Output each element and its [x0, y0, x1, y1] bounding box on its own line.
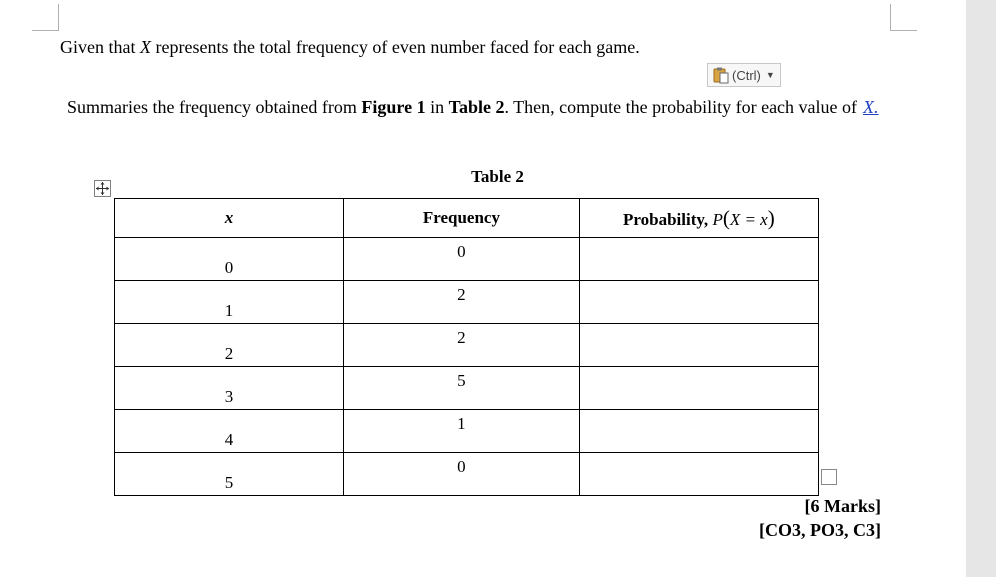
cell-x[interactable]	[115, 238, 344, 281]
margin-corner-top-left	[32, 4, 59, 31]
frequency-value: 1	[457, 414, 466, 433]
cell-probability[interactable]	[579, 367, 818, 410]
cell-x[interactable]	[115, 410, 344, 453]
chevron-down-icon: ▼	[765, 70, 775, 80]
header-probability	[579, 199, 818, 238]
vertical-scrollbar[interactable]	[966, 0, 996, 577]
table-header-row	[115, 199, 819, 238]
header-paren-close: )	[767, 205, 775, 230]
marks-outcomes: [CO3, PO3, C3]	[759, 520, 881, 540]
paste-options-button[interactable]	[707, 63, 781, 87]
header-probability-label: Probability,	[623, 209, 713, 229]
header-probability-expr: X = x	[729, 209, 768, 229]
cell-frequency[interactable]	[344, 453, 580, 496]
cell-x[interactable]	[115, 324, 344, 367]
cell-frequency[interactable]	[344, 324, 580, 367]
frequency-value: 2	[457, 285, 466, 304]
x-value: 1	[224, 301, 234, 320]
table-title: Table 2	[471, 167, 524, 186]
cell-probability[interactable]	[579, 238, 818, 281]
x-value: 3	[224, 387, 234, 406]
instruction-text-c: . Then, compute the probability for each value of	[504, 97, 858, 117]
paste-options-label: (Ctrl)	[732, 67, 761, 83]
table-row	[115, 410, 819, 453]
table-row	[115, 281, 819, 324]
cell-probability[interactable]	[579, 324, 818, 367]
x-value: 2	[224, 344, 234, 363]
frequency-value: 5	[457, 371, 466, 390]
table-row	[115, 453, 819, 496]
header-paren-open: (	[722, 205, 730, 230]
frequency-value: 2	[457, 328, 466, 347]
table-resize-handle[interactable]	[821, 469, 837, 485]
frequency-value: 0	[457, 242, 466, 261]
cell-frequency[interactable]	[344, 367, 580, 410]
frequency-value: 0	[457, 457, 466, 476]
cell-x[interactable]	[115, 281, 344, 324]
cell-x[interactable]	[115, 367, 344, 410]
margin-corner-top-right	[890, 4, 917, 31]
cell-probability[interactable]	[579, 410, 818, 453]
intro-variable: X	[139, 37, 151, 57]
question-instruction	[67, 95, 897, 119]
header-frequency: Frequency	[344, 199, 580, 238]
variable-x-link: X.	[863, 97, 879, 117]
cell-frequency[interactable]	[344, 281, 580, 324]
instruction-text-b: in	[425, 97, 449, 117]
intro-text-start: Given that	[60, 37, 140, 57]
table-row	[115, 324, 819, 367]
header-x: x	[115, 199, 344, 238]
marks-points: [6 Marks]	[804, 496, 881, 516]
table-row	[115, 238, 819, 281]
x-value: 0	[224, 258, 234, 277]
marks-block	[700, 494, 881, 542]
table-reference: Table 2	[448, 97, 505, 117]
cell-probability[interactable]	[579, 453, 818, 496]
x-value: 4	[224, 430, 234, 449]
move-arrows-icon	[95, 181, 110, 196]
instruction-text-a: Summaries the frequency obtained from	[67, 97, 362, 117]
clipboard-icon	[712, 66, 730, 84]
question-intro	[60, 37, 640, 58]
x-value: 5	[224, 473, 234, 492]
cell-x[interactable]	[115, 453, 344, 496]
intro-text-end: represents the total frequency of even number faced for each game.	[150, 37, 640, 57]
header-probability-P: P	[712, 209, 723, 229]
cell-probability[interactable]	[579, 281, 818, 324]
cell-frequency[interactable]	[344, 238, 580, 281]
cell-frequency[interactable]	[344, 410, 580, 453]
figure-reference: Figure 1	[361, 97, 426, 117]
frequency-table	[114, 198, 819, 496]
table-move-handle[interactable]	[94, 180, 111, 197]
table-row	[115, 367, 819, 410]
